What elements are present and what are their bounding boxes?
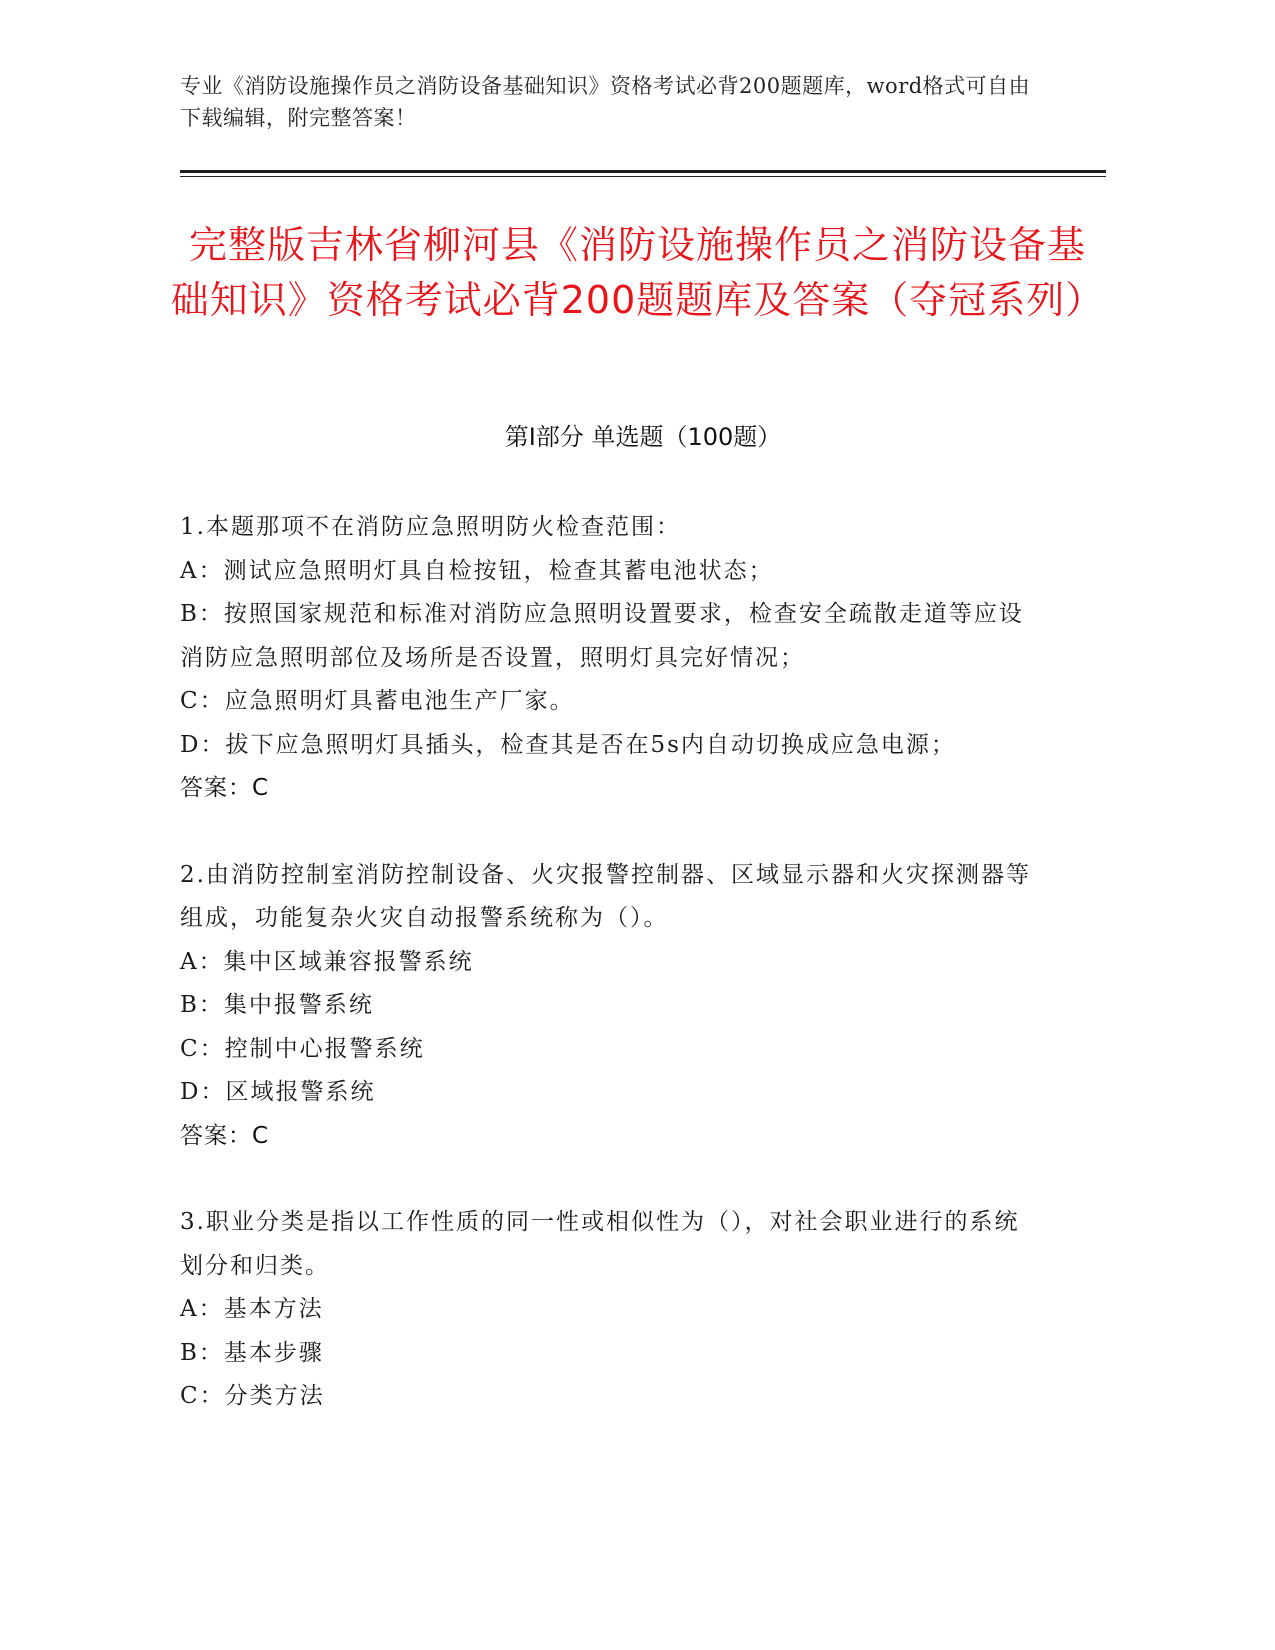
question-3 [180,1201,1040,1419]
section-heading: 第I部分 单选题（100题） [504,423,782,451]
option-c: C：应急照明灯具蓄电池生产厂家。 [180,688,575,714]
question-stem: 2.由消防控制室消防控制设备、火灾报警控制器、区域显示器和火灾探测器等组成，功能复杂火灾自动报警系统称为（）。 [180,861,1031,931]
option-b: B：集中报警系统 [180,992,374,1018]
question-list [180,506,1040,1462]
option-b: B：按照国家规范和标准对消防应急照明设置要求，检查安全疏散走道等应设消防应急照明部位及场所是否设置，照明灯具完好情况； [180,601,1024,671]
header-divider-thick [180,170,1106,173]
option-d: D：区域报警系统 [180,1079,376,1105]
option-c: C：控制中心报警系统 [180,1035,425,1062]
header-note: 专业《消防设施操作员之消防设备基础知识》资格考试必背200题题库，word格式可自由下载编辑，附完整答案！ [180,74,1031,130]
question-1 [180,506,1040,811]
question-stem: 3.职业分类是指以工作性质的同一性或相似性为（），对社会职业进行的系统划分和归类。 [180,1209,1020,1279]
option-c: C：分类方法 [180,1383,325,1409]
option-a: A：集中区域兼容报警系统 [180,948,474,975]
option-d: D：拔下应急照明灯具插头，检查其是否在5s内自动切换成应急电源； [180,731,956,758]
answer: 答案：C [180,775,270,801]
option-a: A：基本方法 [180,1296,324,1322]
option-b: B：基本步骤 [180,1339,324,1366]
answer: 答案：C [180,1122,270,1149]
option-a: A：测试应急照明灯具自检按钮，检查其蓄电池状态； [180,557,774,584]
question-2 [180,854,1040,1159]
document-title: 完整版吉林省柳河县《消防设施操作员之消防设备基础知识》资格考试必背200题题库及答案（夺冠系列） [170,223,1105,322]
question-stem: 1.本题那项不在消防应急照明防火检查范围： [180,514,681,540]
header-divider-thin [180,176,1106,177]
